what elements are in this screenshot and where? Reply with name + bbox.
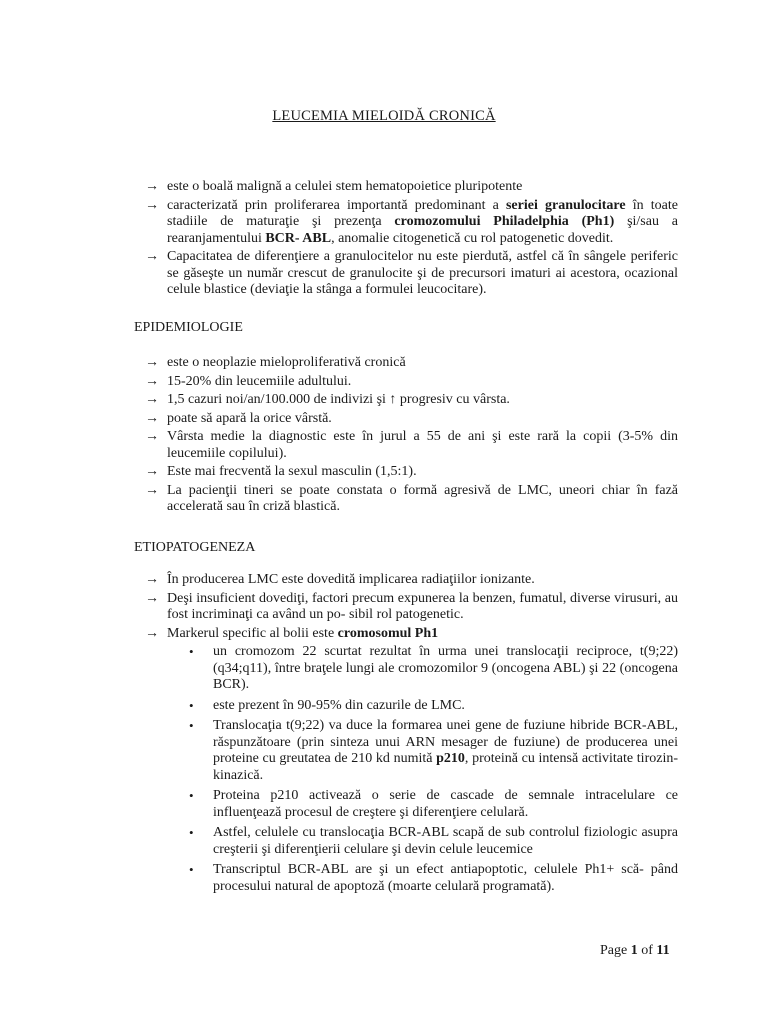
sub-list-item: • este prezent în 90-95% din cazurile de LMC.: [189, 697, 465, 713]
sub-list-item: • un cromozom 22 scurtat rezultat în urma unei translocaţii reciproce, t(9;22) (q34;q11), între braţele lungi ale cromozomilor 9 (oncogena ABL) şi 22 (oncogena BCR).: [189, 644, 678, 692]
arrow-icon: →: [145, 590, 159, 606]
list-item: → poate să apară la orice vârstă.: [145, 410, 332, 426]
list-item: → În producerea LMC este dovedită implicarea radiaţiilor ionizante.: [145, 572, 535, 587]
bullet-icon: •: [189, 825, 194, 840]
arrow-icon: →: [145, 197, 159, 213]
page-number: Page 1 of 11: [600, 943, 670, 958]
list-item: → 1,5 cazuri noi/an/100.000 de indivizi şi ↑ progresiv cu vârsta.: [145, 392, 510, 407]
arrow-icon: →: [145, 355, 159, 370]
bullet-icon: •: [189, 788, 194, 803]
list-item: → Markerul specific al bolii este cromosomul Ph1: [145, 625, 439, 641]
list-item: → Este mai frecventă la sexul masculin (1,5:1).: [145, 464, 417, 479]
etiopatogeneza-list: [145, 572, 678, 899]
arrow-icon: →: [145, 392, 159, 407]
bullet-icon: •: [189, 697, 194, 713]
list-item: → este o neoplazie mieloproliferativă cronică: [145, 355, 406, 370]
list-item: → caracterizată prin proliferarea importantă predominant a seriei granulocitare în toate stadiile de maturaţie şi prezenţa cromozomului Philadelphia (Ph1) şi/sau a rearanjamentului BCR- ABL, anomalie citogenetică cu rol patogenetic dovedit.: [145, 197, 679, 246]
section-heading-etiopatogeneza: ETIOPATOGENEZA: [134, 540, 256, 555]
list-item: → Capacitatea de diferenţiere a granulocitelor nu este pierdută, astfel că în sângele periferic se găseşte un număr crescut de granulocite şi de precursori imaturi ai acestora, ocazional celule blastice (deviaţie la stânga a formulei leucocitare).: [145, 249, 678, 297]
arrow-icon: →: [145, 464, 159, 479]
arrow-icon: →: [145, 572, 159, 587]
section-heading-epidemiologie: EPIDEMIOLOGIE: [134, 320, 243, 335]
bullet-icon: •: [189, 718, 194, 733]
list-item: → La pacienţii tineri se poate constata o formă agresivă de LMC, uneori chiar în fază accelerată sau în criză blastică.: [145, 482, 678, 514]
epidemiologie-list: [145, 355, 678, 518]
bullet-icon: •: [189, 862, 194, 877]
bullet-icon: •: [189, 644, 194, 659]
arrow-icon: →: [145, 625, 159, 641]
sub-list-item: • Translocaţia t(9;22) va duce la formarea unei gene de fuziune hibride BCR-ABL, răspunzătoare (prin sinteza unui ARN mesager de fuziune) de producerea unei proteine cu greutatea de 210 kd numită p210, proteină cu intensă activitate tirozin-kinazică.: [189, 718, 678, 783]
arrow-icon: →: [145, 482, 159, 498]
list-item: → Vârsta medie la diagnostic este în jurul a 55 de ani şi este rară la copii (3-5% din leucemiile copilului).: [145, 429, 678, 461]
sub-list-item: • Proteina p210 activează o serie de cascade de semnale intracelulare ce influenţează procesul de creştere şi diferenţiere celulară.: [189, 788, 678, 820]
arrow-icon: →: [145, 179, 159, 194]
arrow-icon: →: [145, 410, 159, 426]
list-item: → Deşi insuficient dovediţi, factori precum expunerea la benzen, fumatul, diverse virusuri, au fost incriminaţi ca având un po- sibil rol patogenetic.: [145, 590, 678, 622]
arrow-icon: →: [145, 373, 159, 389]
list-item: → 15-20% din leucemiile adultului.: [145, 373, 352, 389]
sub-list-item: • Transcriptul BCR-ABL are şi un efect antiapoptotic, celulele Ph1+ scă- pând procesului natural de apoptoză (moarte celulară programată).: [189, 862, 678, 894]
sub-list-item: • Astfel, celulele cu translocaţia BCR-ABL scapă de sub controlul fiziologic asupra creşterii şi diferenţierii celulare şi devin celule leucemice: [189, 825, 678, 857]
arrow-icon: →: [145, 249, 159, 264]
document-title: LEUCEMIA MIELOIDĂ CRONICĂ: [272, 108, 496, 124]
intro-list: [145, 179, 678, 301]
arrow-icon: →: [145, 429, 159, 444]
list-item: → este o boală malignă a celulei stem hematopoietice pluripotente: [145, 179, 523, 194]
